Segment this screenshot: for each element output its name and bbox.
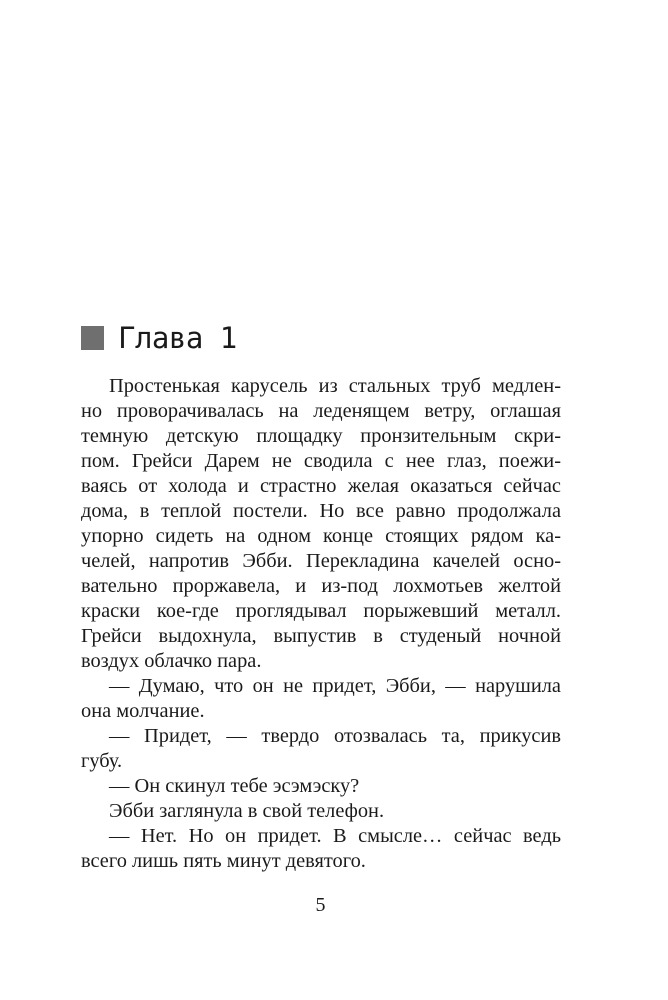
- text-line: всего лишь пять минут девятого.: [81, 850, 366, 872]
- chapter-title: Глава 1: [118, 321, 237, 355]
- text-line: дома, в теплой постели. Но все равно продолжала: [81, 500, 561, 522]
- text-line: но проворачивалась на леденящем ветру, оглашая: [81, 400, 561, 422]
- text-line: челей, напротив Эбби. Перекладина качелей осно-: [81, 550, 561, 572]
- text-line: — Придет, — твердо отозвалась та, прикусив: [109, 725, 561, 747]
- text-line: воздух облачко пара.: [81, 650, 262, 672]
- text-line: темную детскую площадку пронзительным скри-: [81, 425, 561, 447]
- text-line: Простенькая карусель из стальных труб медлен-: [109, 375, 561, 397]
- text-line: ваясь от холода и страстно желая оказаться сейчас: [81, 475, 561, 497]
- text-line: вательно проржавела, и из-под лохмотьев желтой: [81, 575, 561, 597]
- page-number: 5: [315, 894, 326, 916]
- text-line: — Он скинул тебе эсэмэску?: [109, 775, 360, 797]
- text-line: — Нет. Но он придет. В смысле… сейчас ведь: [109, 825, 561, 847]
- text-line: Грейси выдохнула, выпустив в студеный ночной: [81, 625, 561, 647]
- body-text: [81, 374, 561, 874]
- chapter-heading: [81, 316, 237, 360]
- text-line: Эбби заглянула в свой телефон.: [109, 800, 385, 822]
- text-line: — Думаю, что он не придет, Эбби, — нарушила: [109, 675, 561, 697]
- text-line: пом. Грейси Дарем не сводила с нее глаз, поежи-: [81, 450, 561, 472]
- text-line: губу.: [81, 750, 123, 772]
- text-line: она молчание.: [81, 700, 205, 722]
- text-line: краски кое-где проглядывал порыжевший металл.: [81, 600, 561, 622]
- chapter-marker-square: [81, 326, 104, 350]
- text-line: упорно сидеть на одном конце стоящих рядом ка-: [81, 525, 561, 547]
